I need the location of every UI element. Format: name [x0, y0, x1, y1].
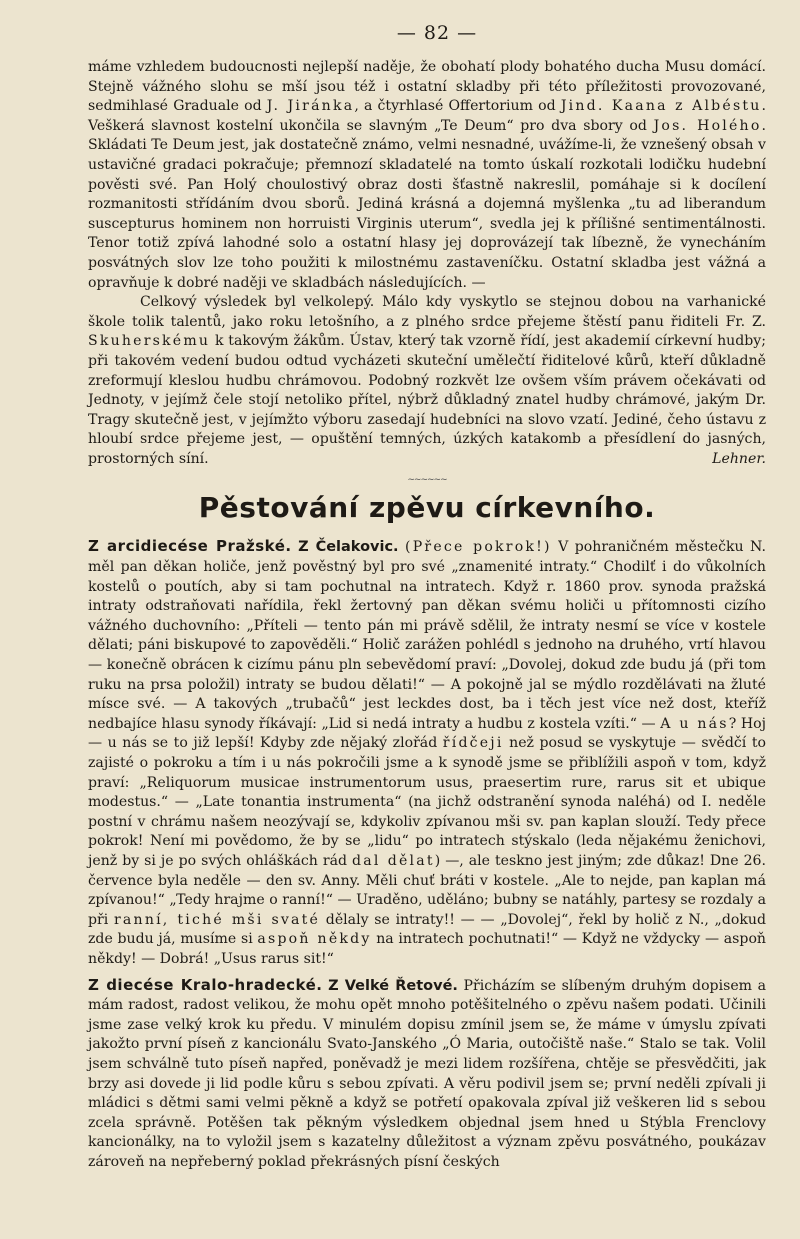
spaced-name: Skuherskému — [88, 333, 211, 350]
spaced-phrase: aspoň někdy — [257, 931, 372, 948]
article2-paragraph — [88, 537, 766, 969]
text-run: na intratech pochutnati!“ — Když ne vždycky — aspoň někdy! — Dobrá! „Usus rarus sit!“ — [88, 931, 767, 967]
spaced-name: J. Jiránka — [266, 98, 355, 115]
article1-paragraph-1 — [88, 58, 766, 293]
spaced-phrase: ranní, tiché mši svaté — [114, 911, 321, 928]
place-heading: Z Čelakovic. — [298, 539, 399, 556]
author-signature: Lehner. — [712, 450, 766, 467]
spaced-phrase: dal dělat — [352, 852, 435, 869]
section-divider: ~~~~~~ — [407, 475, 447, 486]
article1-paragraph-2 — [88, 293, 766, 469]
text-run: . Skládati Te Deum jest, jak dostatečně známo, velmi nesnadné, uvážíme-li, že vznešený obsah v ustavičné gradaci pokračuje; přemnozí skladatelé na tomto úskalí rozkotali lodičku hudební pověsti své. Pan Holý choulostivý obraz dosti šťastně nakreslil, pomáhaje si k docílení rozmanitosti střídáním dvou sborů. Jediná krásná a dojemná myšlenka „tu ad liberandum suscepturus hominem non horruisti Virginis uterum“, svedla jej k přílišné sentimentálnosti. Tenor totiž zpívá lahodné solo a ostatní hlasy jej doprovázejí tak líbezně, že vynecháním posvátných slov lze toho použiti k milostnému zastaveníčku. Ostatní skladba jest vážná a opravňuje k dobré naději ve skladbách následujících. — — [88, 117, 766, 291]
text-run: dělaly se intraty!! — — „Dovolej“, řekl by holič z N., „dokud zde budu já, musíme si — [88, 911, 766, 948]
spaced-name: Jos. Holého — [653, 117, 762, 134]
text-run: ) —, ale teskno jest jiným; zde důkaz! Dne 26. července byla neděle — den sv. Anny. Měli chuť bráti v kostele. „Ale to nejde, pan kaplan má zpívanou!“ „Tedy hrajme o ranní!“ — Uraděno, uděláno; bubny se natáhly, partesy se rozdaly a při — [88, 852, 767, 928]
diocese-heading: Z arcidiecése Pražské. — [88, 537, 292, 556]
spaced-phrase: A u nás — [660, 715, 729, 732]
place-heading: Z Velké Řetové. — [328, 977, 458, 994]
text-run: Přicházím se slíbeným druhým dopisem a mám radost, radost velikou, že mohu opět mnoho potěšitelného o zpěvu našem podati. Učinili jsme zase velký krok ku předu. V minulém dopisu zmínil jsem se, že máme v úmyslu zpívati jakožto první píseň z kancionálu Svato-Janského „Ó Maria, outočiště naše.“ Stalo se tak. Volil jsem schválně tuto píseň napřed, poněvadž je mezi lidem rozšířena, chtěje se přesvědčiti, jak brzy asi dovede ji lid podle kůru s sebou zpívati. A věru podivil jsem se; první neděli zpívali ji mládici s dětmi sami velmi pěkně a když se potřetí opakovala zpíval již veškeren lid s sebou zcela správně. Potěšen tak pěkným výsledkem objednal jsem hned u Stýbla Frenclovy kancionálky, na to vyložil jsem s kazatelny důležitost a význam zpěvu posvátného, poukázav zároveň na nepřeberný poklad překrásných písní českých — [88, 977, 766, 1170]
spaced-phrase: řídčeji — [442, 735, 504, 752]
text-run: , a čtyrhlasé Offertorium od — [354, 98, 561, 115]
page-number: — 82 — — [396, 22, 478, 44]
diocese-heading: Z diecése Kralo-hradecké. — [88, 975, 323, 994]
text-run: V pohraničném městečku N. měl pan děkan holiče, jenž pověstný byl pro své „znamenité intraty.“ Chodilť i do vůkolních kostelů o poutích, aby si tam pochutnal na intratech. Když r. 1860 prov. synoda pražská intraty odstraňovati nařídila, řekl žertovný pan děkan svému holiči u přítomnosti cizího vážného duchovního: „Příteli — tento pán mi právě sdělil, že intraty nesmí se více v kostele dělati; páni biskupové to zapověděli.“ Holič zarážen pohlédl s jednoho na druhého, vrtí hlavou — konečně obrácen k cizímu pánu pln sebevědomí praví: „Dovolej, dokud zde budu já (při tom ruku na prsa položil) intraty se budou dělati!“ — A pokojně jal se mýdlo rozdělávati na žluté mísce své. — A takových „trubačů“ jest leckdes dost, ba i těch jest více než dost, kteříž nedbajíce hlasu synody říkávají: „Lid si nedá intraty a hudbu z kostela vzíti.“ — — [88, 539, 766, 732]
spaced-name: Jind. Kaana z Albéstu — [560, 98, 762, 115]
text-run: než posud se vyskytuje — svědčí to zajisté o pokroku a tím i u nás pokročili jsme a k synodě jsme se přiblížili aspoň v tom, když praví: „Reliquorum musicae instrumentorum usus, praesertim rure, rarus sit et ubique modestus.“ — „Late tonantia instrumenta“ (na jichž odstranění synoda naléhá) od I. neděle postní v chrámu našem neozývají se, kdykoliv zpívanou mši sv. pan kaplan slouží. Tedy přece pokrok! Není mi povědomo, že by se „lidu“ po intratech stýskalo (leda nějakému ženichovi, jenž by si je po svých ohláškách rád — [88, 735, 766, 869]
spaced-phrase: (Přece pokrok!) — [405, 539, 552, 556]
text-run: máme vzhledem budoucnosti nejlepší naděje, že obohatí plody bohatého ducha Musu domácí. Stejně vážného slohu se mší jsou též i ostatní skladby při této příležitosti provozované, sedmihlasé Graduale od — [88, 59, 766, 115]
text-run: . Veškerá slavnost kostelní ukončila se slavným „Te Deum“ pro dva sbory od — [88, 98, 767, 134]
text-run: ? Hoj — u nás se to již lepší! Kdyby zde nějaký zlořád — [88, 715, 766, 752]
section-title: Pěstování zpěvu církevního. — [198, 491, 656, 525]
text-run: Celkový výsledek byl velkolepý. Málo kdy vyskytlo se stejnou dobou na varhanické škole tolik talentů, jako roku letošního, a z plného srdce přejeme štěstí panu řiditeli Fr. Z. — [88, 294, 766, 330]
article3-paragraph — [88, 976, 766, 1173]
text-run: k takovým žákům. Ústav, který tak vzorně řídí, jest akademií církevní hudby; při takovém vedení budou odtud vycházeti skuteční umělečtí řiditelové kůrů, kteří důkladně zreformují kleslou hudbu chrámovou. Podobný rozkvět lze ovšem vším právem očekávati od Jednoty, v jejímž čele stojí netoliko přítel, nýbrž důkladný znatel hudby chrámové, jakým Dr. Tragy skutečně jest, v jejímžto výboru zasedají hudebníci na slovo vzatí. Jediné, čeho ústavu z hloubí srdce přejeme jest, — opuštění temných, úzkých katakomb a přesídlení do jasných, prostorných síní. — [88, 333, 766, 467]
